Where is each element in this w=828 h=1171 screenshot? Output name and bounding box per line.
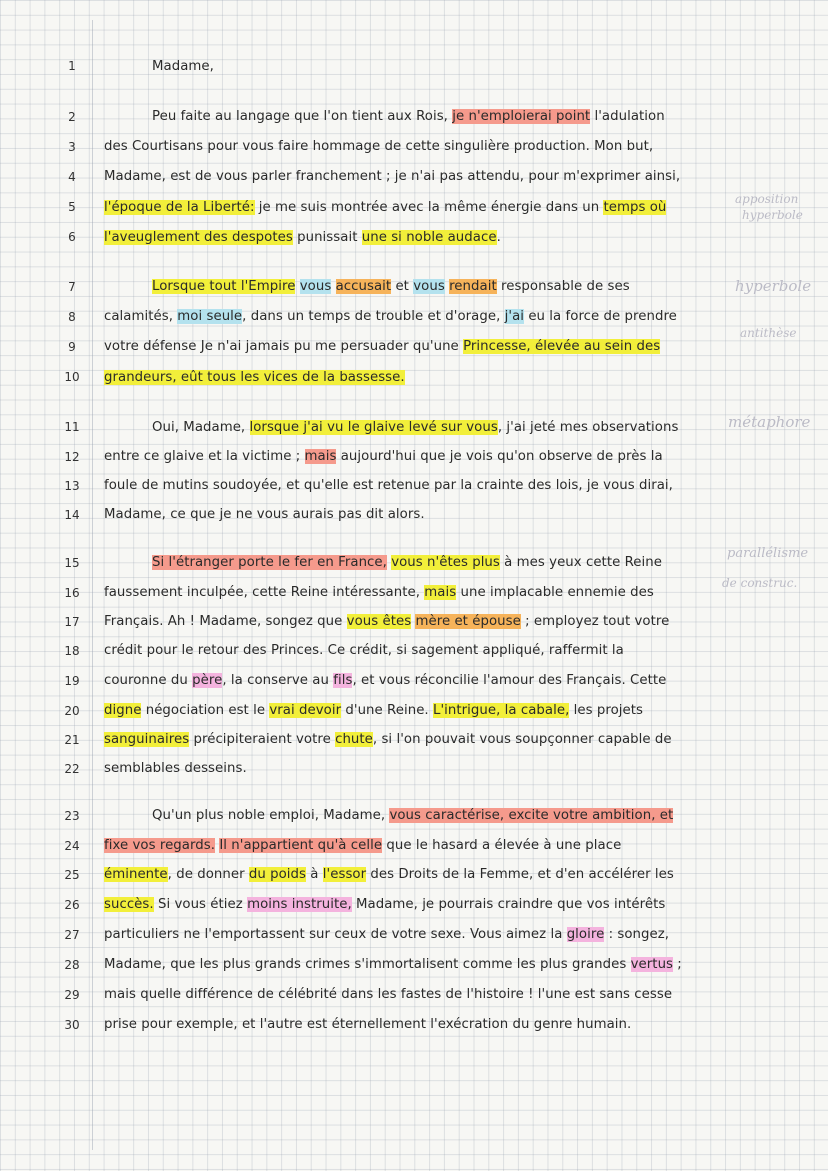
highlight: une si noble audace bbox=[361, 230, 497, 245]
highlight: fixe vos regards. bbox=[104, 838, 216, 853]
line-number: 24 bbox=[64, 839, 80, 853]
highlight: l'aveuglement des despotes bbox=[104, 230, 293, 245]
text-line: des Courtisans pour vous faire hommage de cette singulière production. Mon but, bbox=[104, 139, 654, 154]
text-line: particuliers ne l'emportassent sur ceux de votre sexe. Vous aimez la gloire : songez, bbox=[104, 927, 670, 942]
highlight: l'époque de la Liberté: bbox=[104, 200, 255, 215]
line-number: 1 bbox=[68, 59, 76, 73]
text-line: semblables desseins. bbox=[104, 761, 247, 776]
highlight: du poids bbox=[248, 867, 307, 882]
text-line: couronne du père, la conserve au fils, et vous réconcilie l'amour des Français. Cette bbox=[104, 673, 667, 688]
highlight: éminente bbox=[104, 867, 168, 882]
line-number: 16 bbox=[64, 586, 80, 600]
highlight: mais bbox=[424, 585, 457, 600]
line-number: 25 bbox=[64, 868, 80, 882]
highlight: Princesse, élevée au sein des bbox=[463, 339, 661, 354]
line-number: 23 bbox=[64, 809, 80, 823]
text-line: Oui, Madame, lorsque j'ai vu le glaive levé sur vous, j'ai jeté mes observations bbox=[152, 420, 679, 435]
line-number: 12 bbox=[64, 450, 80, 464]
highlight: moins instruite, bbox=[247, 897, 352, 912]
highlight: l'essor bbox=[322, 867, 367, 882]
line-number: 10 bbox=[64, 370, 80, 384]
line-number: 22 bbox=[64, 762, 80, 776]
text-line: l'aveuglement des despotes punissait une si noble audace. bbox=[104, 230, 501, 245]
line-number: 19 bbox=[64, 674, 80, 688]
highlight: chute bbox=[335, 732, 373, 747]
highlight: moi seule bbox=[177, 309, 243, 324]
text-line: Qu'un plus noble emploi, Madame, vous caractérise, excite votre ambition, et bbox=[152, 808, 674, 823]
line-number: 8 bbox=[68, 310, 76, 324]
text-line: sanguinaires précipiteraient votre chute, si l'on pouvait vous soupçonner capable de bbox=[104, 732, 672, 747]
text-line: crédit pour le retour des Princes. Ce crédit, si sagement appliqué, raffermit la bbox=[104, 643, 624, 658]
salutation: Madame, bbox=[152, 59, 214, 74]
highlight: vous caractérise, excite votre ambition, et bbox=[389, 808, 674, 823]
margin-note-hyperbole: hyperbole bbox=[742, 208, 803, 222]
line-number: 3 bbox=[68, 140, 76, 154]
highlight: gloire bbox=[566, 927, 605, 942]
margin-note-apposition: apposition bbox=[735, 192, 799, 206]
line-number: 18 bbox=[64, 644, 80, 658]
highlight: vous n'êtes plus bbox=[391, 555, 500, 570]
line-number: 7 bbox=[68, 280, 76, 294]
highlight: père bbox=[192, 673, 223, 688]
text-line: entre ce glaive et la victime ; mais aujourd'hui que je vois qu'on observe de près la bbox=[104, 449, 663, 464]
line-number: 4 bbox=[68, 170, 76, 184]
margin-note-construction: de construc. bbox=[722, 576, 798, 590]
highlight: vrai devoir bbox=[269, 703, 342, 718]
text-line: Si l'étranger porte le fer en France, vous n'êtes plus à mes yeux cette Reine bbox=[152, 555, 662, 570]
text-line: Peu faite au langage que l'on tient aux Rois, je n'emploierai point l'adulation bbox=[152, 109, 665, 124]
text-line: votre défense Je n'ai jamais pu me persuader qu'une Princesse, élevée au sein des bbox=[104, 339, 661, 354]
margin-note-metaphore: métaphore bbox=[728, 413, 811, 431]
text-line: Madame, ce que je ne vous aurais pas dit alors. bbox=[104, 507, 425, 522]
text-line: digne négociation est le vrai devoir d'une Reine. L'intrigue, la cabale, les projets bbox=[104, 703, 643, 718]
highlight: rendait bbox=[449, 279, 497, 294]
highlight: mais bbox=[304, 449, 337, 464]
highlight: vous êtes bbox=[346, 614, 412, 629]
text-line: Français. Ah ! Madame, songez que vous êtes mère et épouse ; employez tout votre bbox=[104, 614, 670, 629]
highlight: vous bbox=[299, 279, 332, 294]
highlight: je n'emploierai point bbox=[452, 109, 591, 124]
highlight: succès. bbox=[104, 897, 154, 912]
text-line: éminente, de donner du poids à l'essor des Droits de la Femme, et d'en accélérer les bbox=[104, 867, 674, 882]
text-line: Madame, est de vous parler franchement ; je n'ai pas attendu, pour m'exprimer ainsi, bbox=[104, 169, 681, 184]
line-number: 13 bbox=[64, 479, 80, 493]
text-line: Madame, que les plus grands crimes s'immortalisent comme les plus grandes vertus ; bbox=[104, 957, 682, 972]
line-number: 5 bbox=[68, 200, 76, 214]
highlight: Si l'étranger porte le fer en France, bbox=[152, 555, 387, 570]
margin-note-hyperbole: hyperbole bbox=[735, 277, 812, 295]
highlight: Il n'appartient qu'à celle bbox=[219, 838, 383, 853]
line-number: 28 bbox=[64, 958, 80, 972]
text-line: fixe vos regards. Il n'appartient qu'à celle que le hasard a élevée à une place bbox=[104, 838, 622, 853]
text-line: prise pour exemple, et l'autre est éternellement l'exécration du genre humain. bbox=[104, 1017, 632, 1032]
highlight: vous bbox=[413, 279, 445, 294]
highlight: Lorsque tout l'Empire bbox=[152, 279, 296, 294]
line-number: 9 bbox=[68, 340, 76, 354]
highlight: L'intrigue, la cabale, bbox=[432, 703, 570, 718]
highlight: sanguinaires bbox=[104, 732, 190, 747]
highlight: vertus bbox=[630, 957, 674, 972]
line-number: 6 bbox=[68, 230, 76, 244]
text-line bbox=[104, 368, 720, 388]
text-line: mais quelle différence de célébrité dans les fastes de l'histoire ! l'une est sans cesse bbox=[104, 987, 673, 1002]
text-line: succès. Si vous étiez moins instruite, Madame, je pourrais craindre que vos intérêts bbox=[104, 897, 666, 912]
text-line: l'époque de la Liberté: je me suis montrée avec la même énergie dans un temps où bbox=[104, 200, 667, 215]
margin-note-antithese: antithèse bbox=[740, 326, 797, 340]
highlight: digne bbox=[104, 703, 142, 718]
line-number: 2 bbox=[68, 110, 76, 124]
highlight: temps où bbox=[603, 200, 667, 215]
text-line: foule de mutins soudoyée, et qu'elle est retenue par la crainte des lois, je vous dirai, bbox=[104, 478, 673, 493]
line-number: 21 bbox=[64, 733, 80, 747]
line-number: 27 bbox=[64, 928, 80, 942]
highlight: j'ai bbox=[504, 309, 525, 324]
line-number: 17 bbox=[64, 615, 80, 629]
line-number: 14 bbox=[64, 508, 80, 522]
line-number: 26 bbox=[64, 898, 80, 912]
margin-line bbox=[92, 20, 93, 1150]
highlight: accusait bbox=[335, 279, 392, 294]
line-number: 20 bbox=[64, 704, 80, 718]
highlight: lorsque j'ai vu le glaive levé sur vous bbox=[249, 420, 498, 435]
highlight: grandeurs, eût tous les vices de la bassesse. bbox=[104, 370, 405, 385]
line-number: 15 bbox=[64, 556, 80, 570]
highlight: mère et épouse bbox=[415, 614, 521, 629]
highlight: fils bbox=[333, 673, 353, 688]
text-line: calamités, moi seule, dans un temps de trouble et d'orage, j'ai eu la force de prendre bbox=[104, 309, 677, 324]
line-number: 30 bbox=[64, 1018, 80, 1032]
line-number: 29 bbox=[64, 988, 80, 1002]
text-line: faussement inculpée, cette Reine intéressante, mais une implacable ennemie des bbox=[104, 585, 654, 600]
text-line: Lorsque tout l'Empire vous accusait et vous rendait responsable de ses bbox=[152, 279, 630, 294]
margin-note-parallelisme: parallélisme bbox=[727, 546, 809, 561]
line-number: 11 bbox=[64, 420, 80, 434]
